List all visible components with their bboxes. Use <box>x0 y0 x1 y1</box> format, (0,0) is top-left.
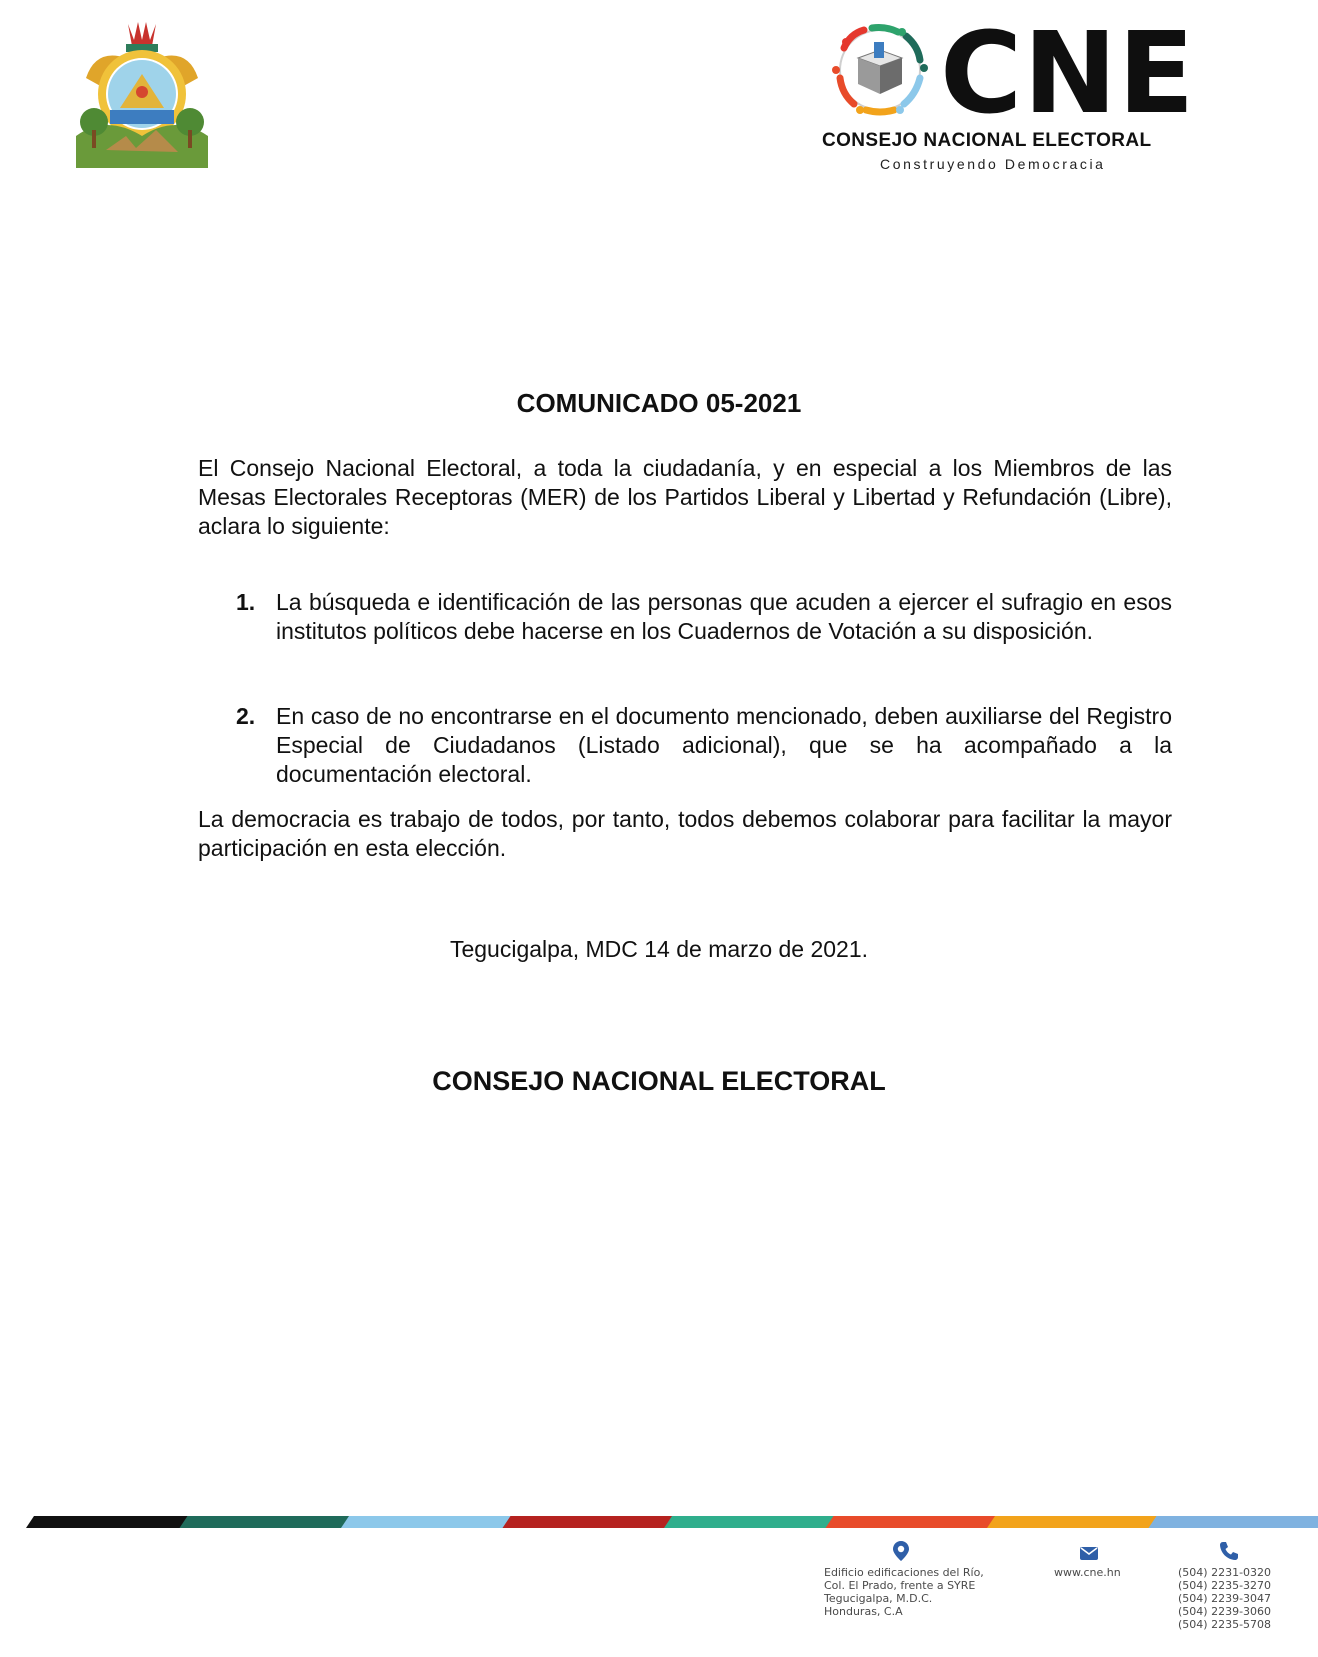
location-pin-icon <box>890 1540 912 1562</box>
address-line: Tegucigalpa, M.D.C. <box>824 1592 933 1605</box>
intro-paragraph: El Consejo Nacional Electoral, a toda la ciudadanía, y en especial a los Miembros de las Mesas Electorales Receptoras (MER) de los Partidos Liberal y Libertad y Refundación (Libre), aclara lo siguiente: <box>198 455 1172 539</box>
stripe-segment <box>180 1516 358 1528</box>
stripe-segment <box>503 1516 681 1528</box>
stripe-segment <box>1149 1516 1318 1528</box>
ballot-box-people-ring-icon <box>820 20 940 120</box>
phone-number: (504) 2239-3047 <box>1178 1592 1272 1605</box>
stripe-segment <box>826 1516 1004 1528</box>
logo-wordmark: CNE <box>940 9 1196 139</box>
stripe-segment <box>341 1516 519 1528</box>
address-line: Edificio edificaciones del Río, <box>824 1566 984 1579</box>
list-item-text: En caso de no encontrarse en el documento mencionado, deben auxiliarse del Registro Especial de Ciudadanos (Listado adicional), que se ha acompañado a la documentación electoral. <box>276 703 1172 787</box>
logo-subtitle: CONSEJO NACIONAL ELECTORAL <box>822 130 1152 151</box>
phone-number: (504) 2235-3270 <box>1178 1579 1272 1592</box>
stripe-segment <box>664 1516 842 1528</box>
footer-color-stripe <box>26 1516 1318 1528</box>
list-item-number: 1. <box>236 589 256 615</box>
list-item-text: La búsqueda e identificación de las personas que acuden a ejercer el sufragio en esos institutos políticos debe hacerse en los Cuadernos de Votación a su disposición. <box>276 589 1172 644</box>
footer-phones <box>1178 1566 1271 1631</box>
footer-address <box>824 1566 984 1618</box>
signature-block: CONSEJO NACIONAL ELECTORAL <box>432 1066 886 1096</box>
stripe-segment <box>987 1516 1165 1528</box>
web-mail-icon <box>1078 1542 1100 1564</box>
closing-paragraph: La democracia es trabajo de todos, por tanto, todos debemos colaborar para facilitar la mayor participación en esta elección. <box>198 806 1172 861</box>
address-line: Honduras, C.A <box>824 1605 903 1618</box>
place-and-date: Tegucigalpa, MDC 14 de marzo de 2021. <box>449 936 869 962</box>
phone-number: (504) 2235-5708 <box>1178 1618 1272 1631</box>
honduras-coat-of-arms-icon <box>76 18 208 168</box>
footer-website-link[interactable]: www.cne.hn <box>1054 1566 1121 1579</box>
phone-number: (504) 2231-0320 <box>1178 1566 1272 1579</box>
phone-number: (504) 2239-3060 <box>1178 1605 1272 1618</box>
phone-icon <box>1218 1540 1240 1562</box>
logo-tagline: Construyendo Democracia <box>880 156 1106 172</box>
stripe-segment <box>26 1516 196 1528</box>
document-title: COMUNICADO 05-2021 <box>516 388 802 418</box>
address-line: Col. El Prado, frente a SYRE <box>824 1579 976 1592</box>
list-item-number: 2. <box>236 703 256 729</box>
